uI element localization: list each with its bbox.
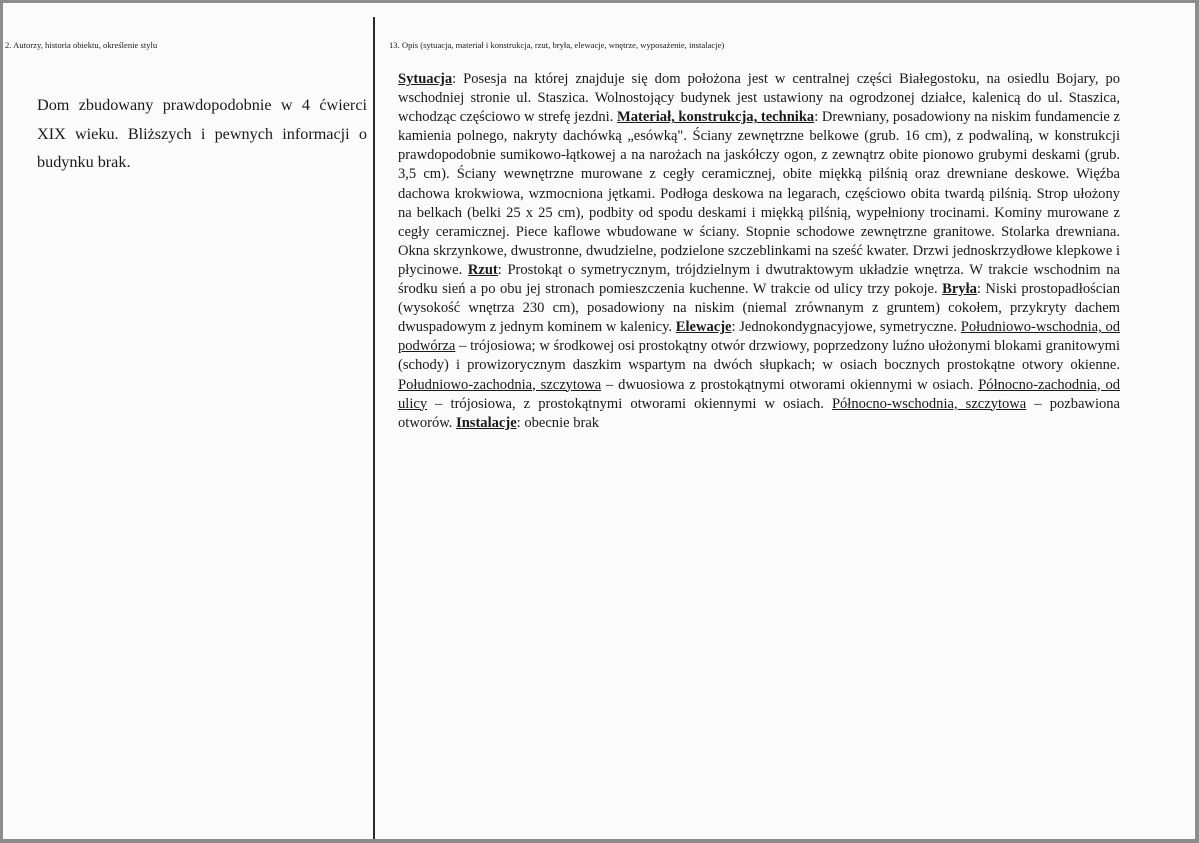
text-pn-wsch: – pozbawiona otworów. xyxy=(398,395,1120,431)
text-bryla: : Niski prostopadłościan (wysokość wnętrza 230 cm), posadowiony na niskim (niemal zrównanym z gruntem) cokołem, przykryty dachem dwuspadowym z jednym kominem w kalenicy. xyxy=(398,281,1120,336)
history-text: Dom zbudowany prawdopodobnie w 4 ćwierci XIX wieku. Bliższych i pewnych informacji o budynku brak. xyxy=(37,96,367,172)
subheading-pn-zach: Północno-zachodnia, od ulicy xyxy=(398,376,1121,412)
heading-elewacje: Elewacje xyxy=(675,319,732,336)
right-section-header: 13. Opis (sytuacja, materiał i konstrukcja, rzut, bryła, elewacje, wnętrze, wyposażenie, instalacje) xyxy=(389,40,725,50)
heading-sytuacja: Sytuacja xyxy=(398,71,453,87)
text-pd-wsch: – trójosiowa; w środkowej osi prostokątny otwór drzwiowy, poprzedzony luźno ułożonymi blokami granitowymi (schody) i prowizorycznym daszkim wspartym na dwóch słupkach; w osiach bocznych prostokątne otwory okienne. xyxy=(398,338,1120,374)
subheading-pd-zach: Południowo-zachodnia, szczytowa xyxy=(398,376,602,393)
text-material: : Drewniany, posadowiony na niskim fundamencie z kamienia polnego, nakryty dachówką „esówką". Ściany zewnętrzne belkowe (grub. 16 cm), z podwaliną, w konstrukcji prawdopodobnie sumikowo-łątkowej a na narożach na jaskółczy ogon, z zewnątrz obite pionowo grubymi deskami (grub. 3,5 cm). Ściany wewnętrzne murowane z cegły ceramicznej, obite miękką pilśnią oraz drewniane deskowe. Więźba dachowa krokwiowa, wzmocniona jętkami. Podłoga deskowa na legarach, częściowo obita twardą pilśnią. Strop ułożony na belkach (belki 25 x 25 cm), podbity od spodu deskami i miękką pilśnią, wypełniony trocinami. Kominy murowane z cegły ceramicznej. Piece kaflowe wbudowane w ściany. Stopnie schodowe zewnętrzne granitowe. Stolarka drewniana. Okna skrzynkowe, dwustronne, dwudzielne, podzielone szczeblinkami na sześć kwater. Drzwi jednoskrzydłowe klepkowe i płycinowe. xyxy=(398,109,1120,278)
text-instalacje: : obecnie brak xyxy=(516,414,600,431)
subheading-pn-wsch: Północno-wschodnia, szczytowa xyxy=(831,395,1027,412)
text-sytuacja: : Posesja na której znajduje się dom położona jest w centralnej części Białegostoku, na osiedlu Bojary, po wschodniej stronie ul. Staszica. Wolnostojący budynek jest ustawiony na ogrodzonej działce, kalenicą do ul. Staszica, wchodząc częściowo w strefę jezdni. xyxy=(398,71,1120,126)
heading-bryla: Bryła xyxy=(942,281,977,298)
text-pn-zach: – trójosiowa, z prostokątnymi otworami okiennymi w osiach. xyxy=(427,395,832,412)
heading-instalacje: Instalacje xyxy=(456,414,517,431)
description-text xyxy=(398,70,1120,433)
text-pd-zach: – dwuosiowa z prostokątnymi otworami okiennymi w osiach. xyxy=(601,376,979,393)
text-elewacje: : Jednokondygnacyjowe, symetryczne. xyxy=(731,319,961,336)
column-divider xyxy=(373,17,375,839)
subheading-pd-wsch: Południowo-wschodnia, od podwórza xyxy=(398,319,1120,355)
heading-material: Materiał, konstrukcja, technika xyxy=(617,109,815,126)
left-section-header: 2. Autorzy, historia obiektu, określenie stylu xyxy=(5,40,158,50)
text-rzut: : Prostokąt o symetrycznym, trójdzielnym i dwutraktowym układzie wnętrza. W trakcie wschodnim na środku sień a po obu jej stronach pomieszczenia kuchenne. W trakcie od ulicy trzy pokoje. xyxy=(398,261,1120,298)
heading-rzut: Rzut xyxy=(467,261,498,278)
